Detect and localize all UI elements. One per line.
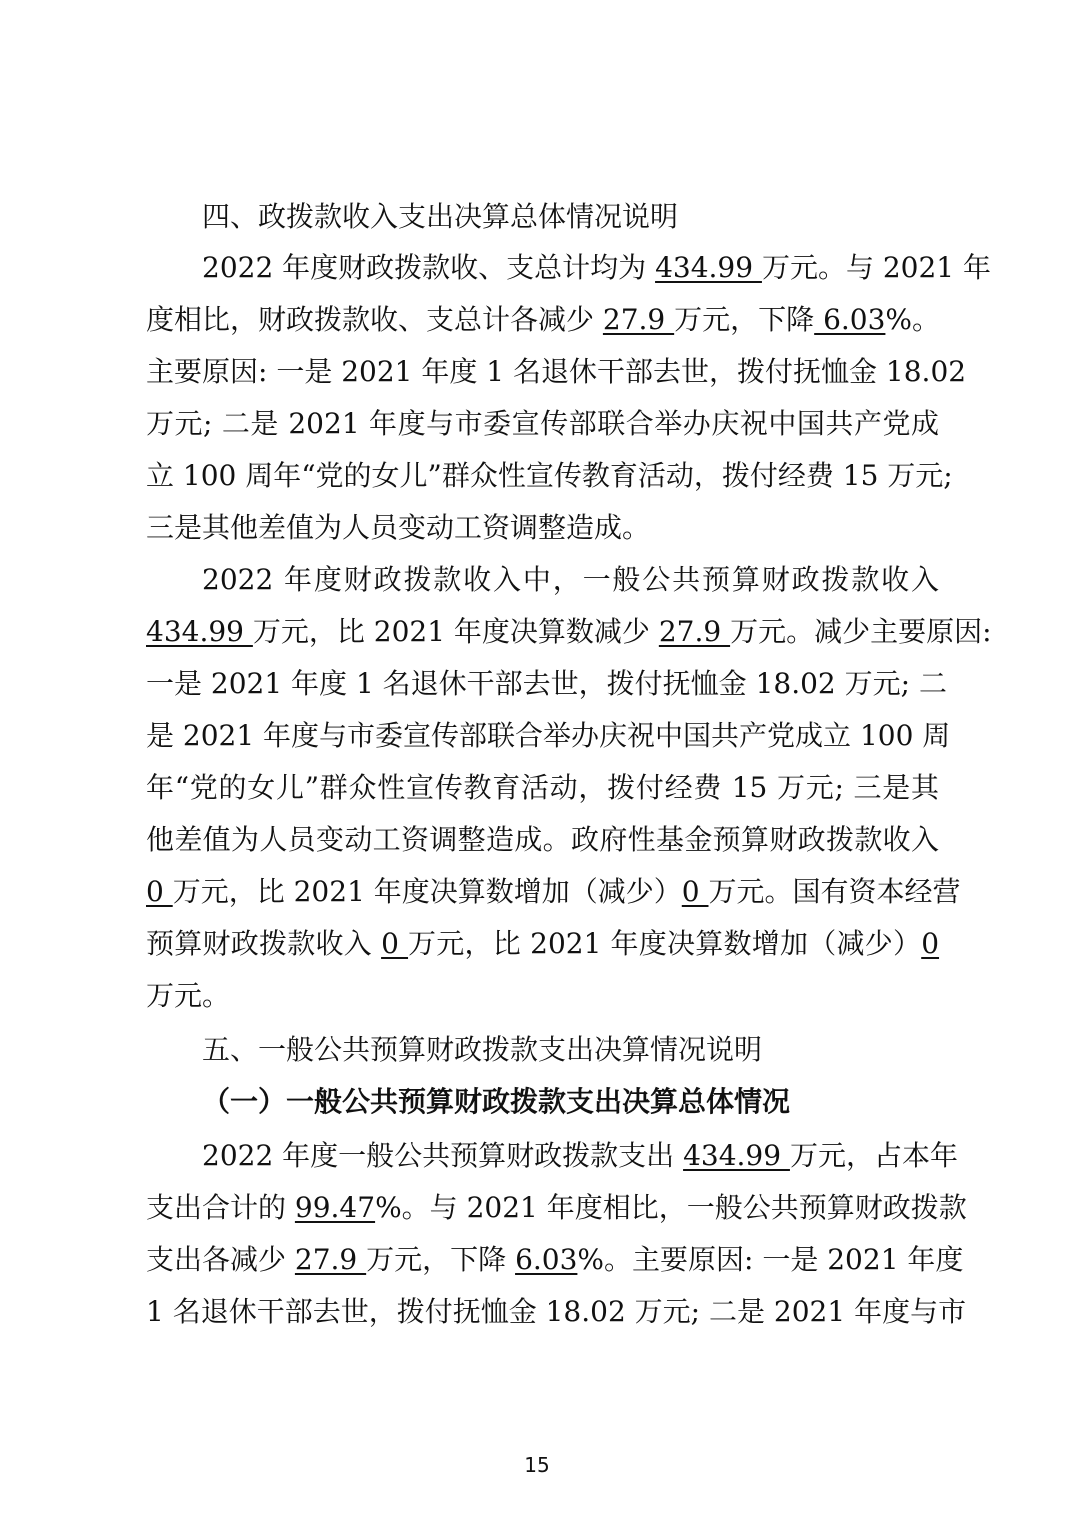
- page-number: 15: [524, 1453, 550, 1477]
- text-line: 434.99 万元，比 2021 年度决算数减少 27.9 万元。减少主要原因:: [146, 615, 992, 648]
- text-line: 1 名退休干部去世，拨付抚恤金 18.02 万元; 二是 2021 年度与市: [146, 1295, 967, 1328]
- text-line: 万元; 二是 2021 年度与市委宣传部联合举办庆祝中国共产党成: [146, 407, 939, 440]
- text-line: 年“党的女儿”群众性宣传教育活动，拨付经费 15 万元; 三是其: [146, 771, 939, 804]
- text-line: 0 万元，比 2021 年度决算数增加（减少）0 万元。国有资本经营: [146, 875, 961, 908]
- text-line: 度相比，财政拨款收、支总计各减少 27.9 万元，下降 6.03%。: [146, 303, 941, 336]
- text-line: 2022 年度一般公共预算财政拨款支出 434.99 万元，占本年: [202, 1139, 958, 1172]
- text-line: 预算财政拨款收入 0 万元，比 2021 年度决算数增加（减少）0: [146, 927, 940, 960]
- text-line: 立 100 周年“党的女儿”群众性宣传教育活动，拨付经费 15 万元;: [146, 459, 953, 492]
- text-line: 三是其他差值为人员变动工资调整造成。: [146, 511, 651, 544]
- text-line: 支出合计的 99.47%。与 2021 年度相比，一般公共预算财政拨款: [146, 1191, 967, 1224]
- text-line: 他差值为人员变动工资调整造成。政府性基金预算财政拨款收入: [146, 823, 939, 856]
- text-line: 2022 年度财政拨款收入中，一般公共预算财政拨款收入: [202, 563, 939, 596]
- text-line: 支出各减少 27.9 万元，下降 6.03%。主要原因: 一是 2021 年度: [146, 1243, 964, 1276]
- text-line: 万元。: [146, 979, 231, 1012]
- section-5-heading: 五、一般公共预算财政拨款支出决算情况说明: [202, 1033, 763, 1066]
- text-line: 2022 年度财政拨款收、支总计均为 434.99 万元。与 2021 年: [202, 251, 991, 284]
- section-4-heading: 四、政拨款收入支出决算总体情况说明: [202, 200, 679, 233]
- subsection-heading: （一）一般公共预算财政拨款支出决算总体情况: [202, 1085, 791, 1118]
- text-line: 是 2021 年度与市委宣传部联合举办庆祝中国共产党成立 100 周: [146, 719, 951, 752]
- text-line: 主要原因: 一是 2021 年度 1 名退休干部去世，拨付抚恤金 18.02: [146, 355, 967, 388]
- text-line: 一是 2021 年度 1 名退休干部去世，拨付抚恤金 18.02 万元; 二: [146, 667, 947, 700]
